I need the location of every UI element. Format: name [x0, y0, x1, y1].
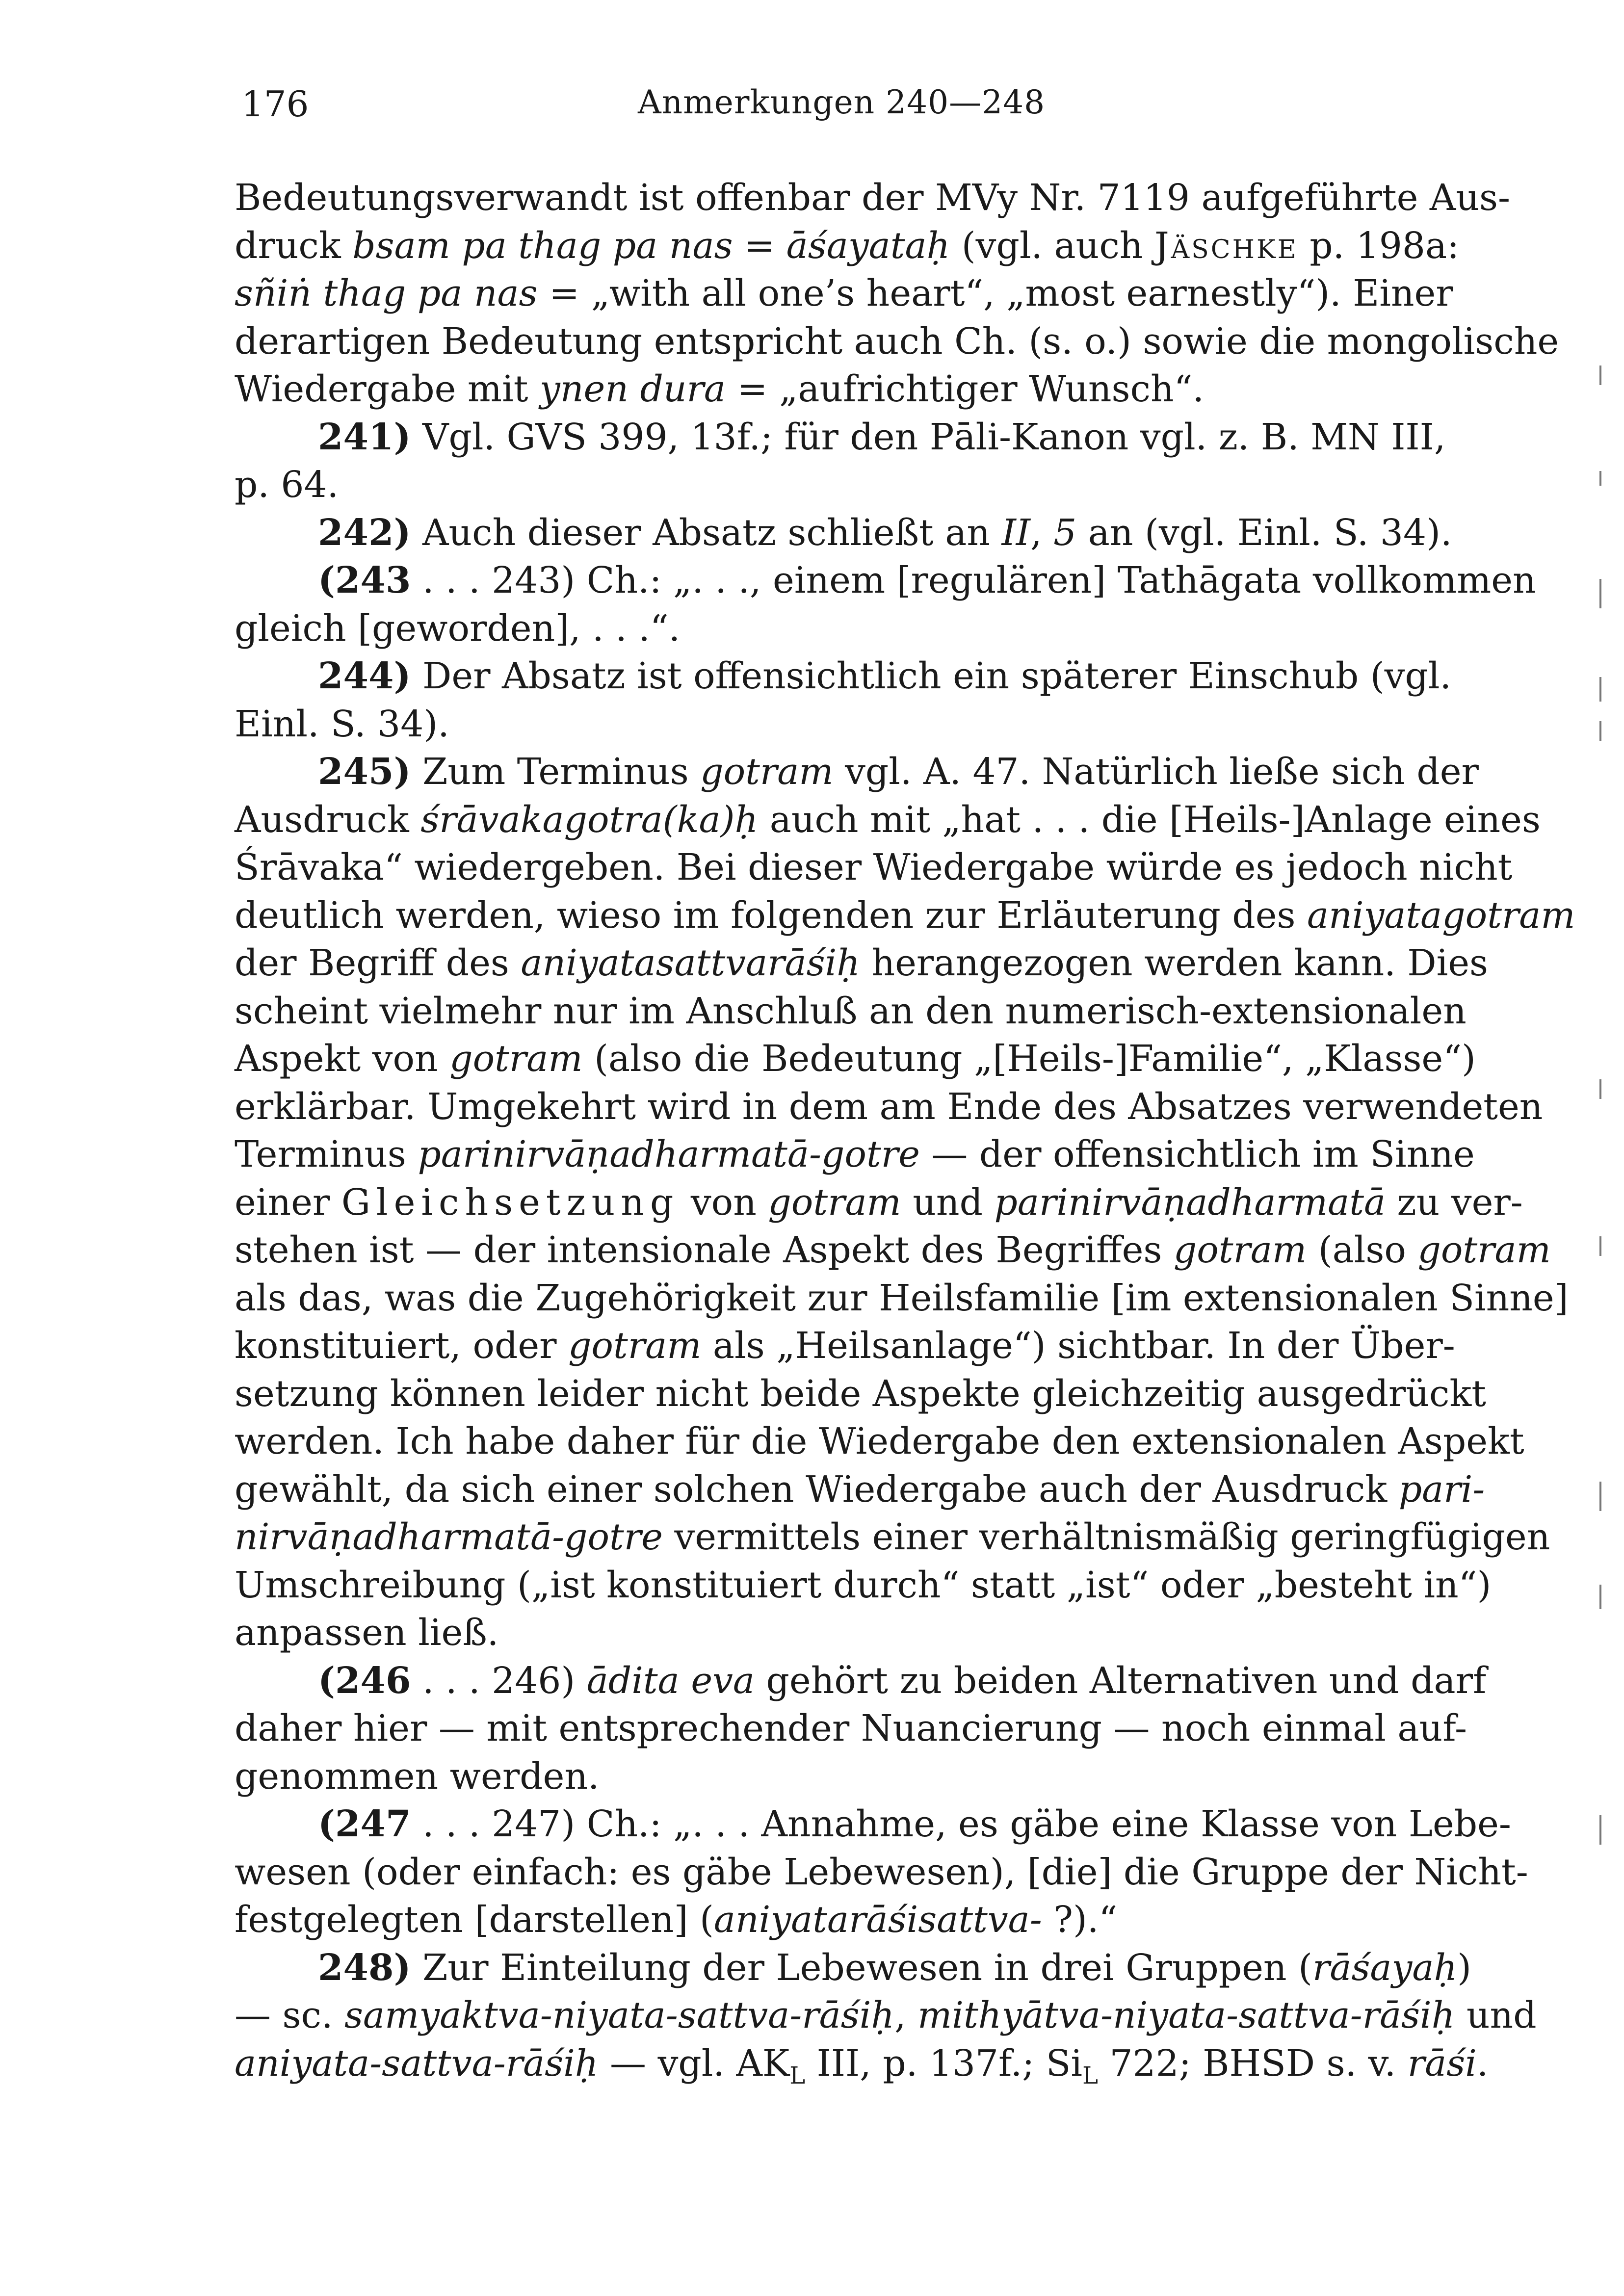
running-head: Anmerkungen 240—248 — [638, 83, 1046, 121]
italic-term: pari- — [1398, 1468, 1485, 1511]
segment: daher hier — mit entsprechender Nuancierung — noch einmal auf- — [235, 1707, 1467, 1749]
italic-term: āśayataḥ — [786, 224, 950, 267]
note-number: (246 — [318, 1659, 411, 1702]
segment: Wiedergabe mit — [235, 368, 540, 410]
note-number: (247 — [318, 1803, 411, 1845]
italic-term: nirvāṇadharmatā-gotre — [235, 1516, 663, 1558]
segment: und — [1455, 1994, 1537, 2036]
segment: III, p. 137f.; Si — [805, 2042, 1083, 2085]
segment: als das, was die Zugehörigkeit zur Heilsfamilie [im extensionalen Sinne] — [235, 1277, 1569, 1319]
italic-term: śrāvakagotra(ka)ḥ — [420, 798, 759, 841]
text-line — [235, 1609, 1437, 1657]
note-number: 248) — [318, 1946, 411, 1989]
margin-mark — [1599, 579, 1601, 608]
segment: = — [733, 224, 786, 267]
segment: der Begriff des — [235, 942, 521, 984]
segment: . . . 247) Ch.: „. . . Annahme, es gäbe eine Klasse von Lebe- — [411, 1803, 1511, 1845]
text-line — [235, 1226, 1551, 1275]
segment: Vgl. GVS 399, 13f.; für den Pāli-Kanon vgl. z. B. MN III, — [411, 416, 1446, 458]
segment: (also die Bedeutung „[Heils-]Familie“, „Klasse“) — [582, 1038, 1476, 1080]
segment: . — [1476, 2042, 1489, 2085]
segment: — sc. — [235, 1994, 344, 2036]
segment: an (vgl. Einl. S. 34). — [1076, 511, 1452, 554]
page-number: 176 — [241, 83, 309, 125]
segment: setzung können leider nicht beide Aspekte gleichzeitig ausgedrückt — [235, 1372, 1486, 1415]
italic-term: aniyata-sattva-rāśiḥ — [235, 2042, 599, 2085]
segment: einer — [235, 1181, 341, 1224]
segment: . . . 246) — [411, 1659, 587, 1702]
page-header — [0, 83, 1624, 128]
italic-term: aniyatagotram — [1307, 894, 1575, 937]
text-line — [235, 1944, 1471, 1992]
italic-term: ādita eva — [586, 1659, 755, 1702]
margin-mark — [1599, 1079, 1601, 1099]
margin-mark — [1599, 1236, 1601, 1256]
text-line — [235, 1562, 1492, 1610]
segment: Auch dieser Absatz schließt an — [411, 511, 1002, 554]
text-line — [235, 1753, 1437, 1801]
italic-term: gotram — [700, 751, 834, 793]
text-line — [235, 1131, 1475, 1179]
text-line — [235, 939, 1489, 988]
italic-term: 5 — [1053, 511, 1077, 554]
segment: . . . 243) Ch.: „. . ., einem [regulären] Tathāgata vollkommen — [411, 559, 1536, 601]
segment: vermittels einer verhältnismäßig geringfügigen — [662, 1516, 1550, 1558]
italic-term: bsam pa thag pa nas — [352, 224, 733, 267]
italic-term: aniyatasattvarāśiḥ — [521, 942, 860, 984]
segment: p. 64. — [235, 464, 339, 506]
text-line — [235, 1705, 1467, 1753]
segment: von — [679, 1181, 768, 1224]
text-line — [235, 1896, 1437, 1944]
text-line — [235, 318, 1559, 366]
italic-term: mithyātva-niyata-sattva-rāśiḥ — [917, 1994, 1455, 2036]
italic-term: sñiṅ thag pa nas — [235, 272, 538, 314]
text-line — [235, 1179, 1523, 1227]
segment: werden. Ich habe daher für die Wiedergabe den extensionalen Aspekt — [235, 1420, 1524, 1462]
segment: Aspekt von — [235, 1038, 450, 1080]
segment: p. 198a: — [1298, 224, 1459, 267]
italic-term: rāśi — [1407, 2042, 1477, 2085]
segment: wesen (oder einfach: es gäbe Lebewesen), [die] die Gruppe der Nicht- — [235, 1851, 1528, 1893]
segment: deutlich werden, wieso im folgenden zur Erläuterung des — [235, 894, 1308, 937]
text-line — [235, 1083, 1543, 1131]
segment: Zum Terminus — [411, 751, 701, 793]
text-line — [235, 796, 1541, 844]
segment: ) — [1457, 1946, 1471, 1989]
margin-mark — [1599, 1482, 1601, 1511]
italic-term: parinirvāṇadharmatā-gotre — [418, 1133, 920, 1175]
segment: stehen ist — der intensionale Aspekt des Begriffes — [235, 1229, 1174, 1271]
text-line — [235, 1370, 1486, 1418]
italic-term: samyaktva-niyata-sattva-rāśiḥ — [344, 1994, 895, 2036]
note-number: 241) — [318, 416, 411, 458]
segment: druck — [235, 224, 353, 267]
segment: , — [894, 1994, 918, 2036]
segment: konstituiert, oder — [235, 1325, 569, 1367]
text-line — [235, 1275, 1569, 1323]
text-line — [235, 652, 1452, 701]
segment: Śrāvaka“ wiedergeben. Bei dieser Wiedergabe würde es jedoch nicht — [235, 846, 1513, 888]
italic-term: gotram — [1173, 1229, 1307, 1271]
segment: zu ver- — [1386, 1181, 1523, 1224]
italic-term: parinirvāṇadharmatā — [994, 1181, 1386, 1224]
segment: herangezogen werden kann. Dies — [860, 942, 1489, 984]
segment: gleich [geworden], . . .“. — [235, 607, 681, 650]
segment: 722; BHSD s. v. — [1098, 2042, 1408, 2085]
segment: auch mit „hat . . . die [Heils-]Anlage eines — [758, 798, 1541, 841]
note-number: 244) — [318, 655, 411, 697]
italic-term: gotram — [449, 1038, 583, 1080]
subscript: L — [1082, 2061, 1098, 2089]
text-line — [235, 509, 1452, 557]
notes-body — [235, 174, 1575, 2089]
text-line — [235, 701, 1437, 749]
segment: gewählt, da sich einer solchen Wiedergabe auch der Ausdruck — [235, 1468, 1399, 1511]
segment: scheint vielmehr nur im Anschluß an den numerisch-extensionalen — [235, 990, 1467, 1032]
segment: Umschreibung („ist konstituiert durch“ statt „ist“ oder „besteht in“) — [235, 1564, 1492, 1606]
margin-mark — [1599, 721, 1601, 741]
italic-term: rāśayaḥ — [1312, 1946, 1458, 1989]
segment: , — [1030, 511, 1054, 554]
segment: — vgl. AK — [598, 2042, 790, 2085]
text-line — [235, 605, 1437, 653]
italic-term: gotram — [768, 1181, 901, 1224]
margin-mark — [1599, 471, 1601, 486]
text-line — [235, 748, 1479, 796]
text-line — [235, 1657, 1487, 1705]
segment: Ausdruck — [235, 798, 421, 841]
segment: als „Heilsanlage“) sichtbar. In der Über- — [701, 1325, 1455, 1367]
italic-term: gotram — [1417, 1229, 1551, 1271]
text-line — [235, 988, 1467, 1036]
segment: (vgl. auch — [950, 224, 1154, 267]
text-line — [235, 461, 1437, 509]
segment: Zur Einteilung der Lebewesen in drei Gruppen ( — [411, 1946, 1312, 1989]
text-line — [235, 365, 1437, 414]
segment: Einl. S. 34). — [235, 703, 449, 745]
italic-term: II — [1001, 511, 1031, 554]
text-line — [235, 2040, 1489, 2089]
margin-mark — [1599, 677, 1601, 702]
text-line — [235, 222, 1459, 270]
text-line — [235, 844, 1513, 892]
subscript: L — [789, 2061, 806, 2089]
text-line — [235, 270, 1453, 318]
text-line — [235, 1466, 1485, 1514]
segment: gehört zu beiden Alternativen und darf — [755, 1659, 1487, 1702]
margin-mark — [1599, 1585, 1601, 1609]
segment: = „aufrichtiger Wunsch“. — [726, 368, 1204, 410]
segment: = „with all one’s heart“, „most earnestly“). Einer — [537, 272, 1453, 314]
segment: genommen werden. — [235, 1755, 600, 1798]
text-line — [235, 414, 1446, 462]
text-line — [235, 1800, 1511, 1849]
note-number: (243 — [318, 559, 411, 601]
italic-term: gotram — [568, 1325, 702, 1367]
segment: derartigen Bedeutung entspricht auch Ch. (s. o.) sowie die mongolische — [235, 320, 1559, 363]
text-line — [235, 1992, 1537, 2040]
author-name: Jäschke — [1154, 224, 1298, 267]
note-number: 242) — [318, 511, 411, 554]
margin-mark — [1599, 365, 1601, 385]
note-number: 245) — [318, 751, 411, 793]
text-line — [235, 1418, 1524, 1466]
segment: erklärbar. Umgekehrt wird in dem am Ende des Absatzes verwendeten — [235, 1085, 1543, 1128]
text-line — [235, 892, 1575, 940]
segment: und — [901, 1181, 995, 1224]
segment: Bedeutungsverwandt ist offenbar der MVy Nr. 7119 aufgeführte Aus- — [235, 177, 1511, 219]
spaced-term: Gleichsetzung — [341, 1181, 680, 1224]
segment: Der Absatz ist offensichtlich ein späterer Einschub (vgl. — [411, 655, 1452, 697]
text-line — [235, 1513, 1550, 1562]
segment: vgl. A. 47. Natürlich ließe sich der — [833, 751, 1479, 793]
segment: Terminus — [235, 1133, 418, 1175]
segment: anpassen ließ. — [235, 1612, 499, 1654]
italic-term: ynen dura — [540, 368, 726, 410]
segment: festgelegten [darstellen] ( — [235, 1899, 714, 1941]
text-line — [235, 1849, 1528, 1897]
text-line — [235, 174, 1511, 222]
italic-term: aniyatarāśisattva- — [713, 1899, 1042, 1941]
segment: — der offensichtlich im Sinne — [919, 1133, 1475, 1175]
segment: ?).“ — [1042, 1899, 1118, 1941]
segment: (also — [1307, 1229, 1418, 1271]
text-line — [235, 557, 1536, 605]
margin-mark — [1599, 1815, 1601, 1845]
text-line — [235, 1035, 1476, 1083]
text-line — [235, 1322, 1455, 1370]
